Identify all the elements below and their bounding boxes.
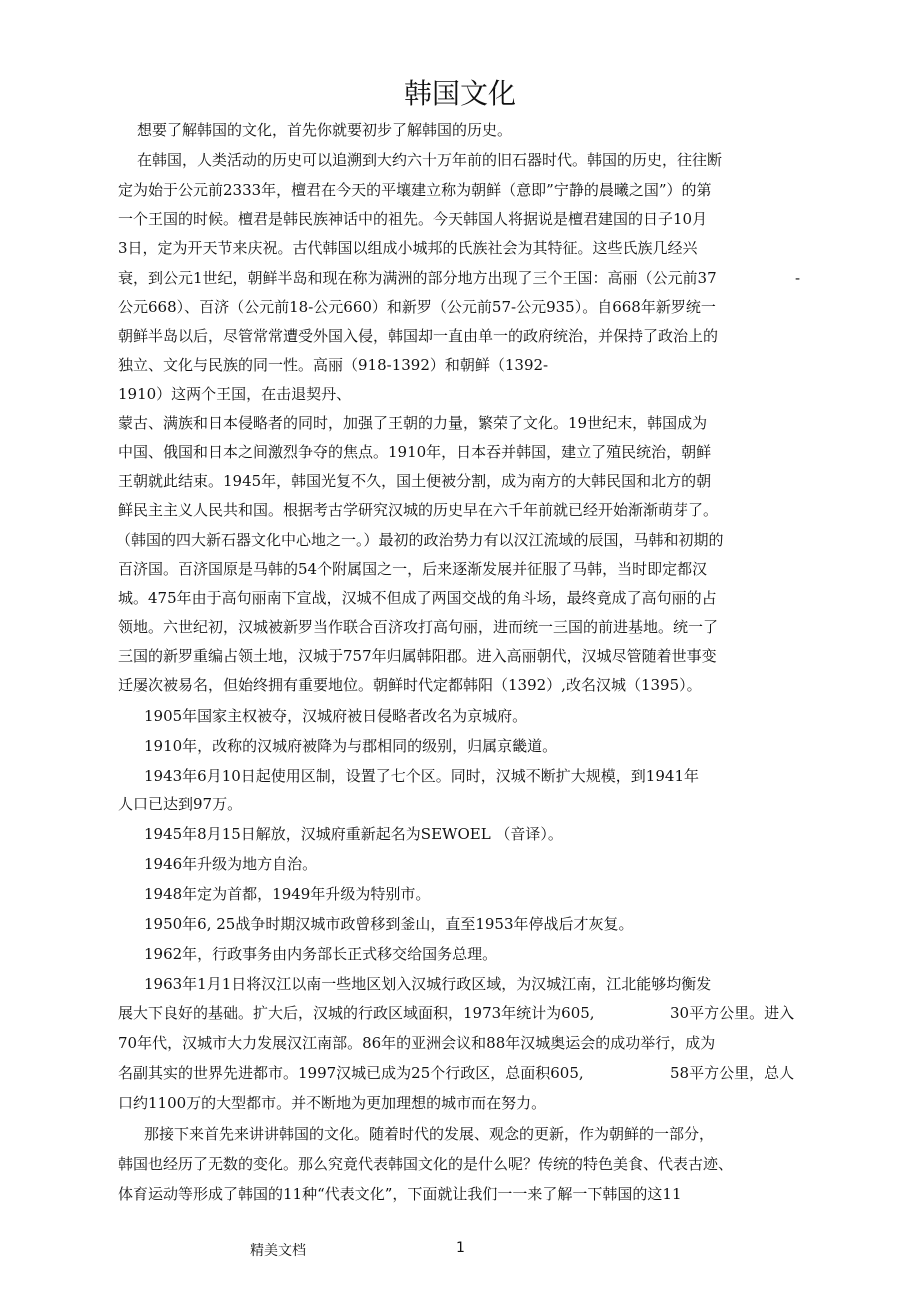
text-line: 想要了解韩国的文化，首先你就要初步了解韩国的历史。 [137,121,513,139]
text-line: 定为始于公元前2333年，檀君在今天的平壤建立称为朝鲜（意即”宁静的晨曦之国”）的第 [118,181,712,199]
text-line: 口约1100万的大型都市。并不断地为更加理想的城市而在努力。 [118,1094,547,1112]
text-line: 公元668）、百济（公元前18-公元660）和新罗（公元前57-公元935）。自668年新罗统一 [118,298,716,316]
text-line: 朝鲜半岛以后，尽管常常遭受外国入侵，韩国却一直由单一的政府统治，并保持了政治上的 [118,327,719,345]
text-line: 在韩国，人类活动的历史可以追溯到大约六十万年前的旧石器时代。韩国的历史，往往断 [137,151,723,169]
text-line: 一个王国的时候。檀君是韩民族神话中的祖先。今天韩国人将据说是檀君建国的日子10月 [118,210,708,228]
text-line: 1945年8月15日解放，汉城府重新起名为SEWOEL （音译）。 [144,825,563,843]
text-line: 韩国也经历了无数的变化。那么究竟代表韩国文化的是什么呢？传统的特色美食、代表古迹、 [118,1155,734,1173]
text-line: 1943年6月10日起使用区制，设置了七个区。同时，汉城不断扩大规模，到1941年 [144,767,699,785]
text-line: 展大下良好的基础。扩大后，汉城的行政区域面积，1973年统计为605, [118,1004,595,1022]
text-line: 衰，到公元1世纪，朝鲜半岛和现在称为满洲的部分地方出现了三个王国：高丽（公元前37 [118,269,717,287]
text-line: 迁屡次被易名，但始终拥有重要地位。朝鲜时代定都韩阳（1392）,改名汉城（1395）。 [118,676,702,694]
text-line: 三国的新罗重编占领土地，汉城于757年归属韩阳郡。进入高丽朝代，汉城尽管随着世事变 [118,647,717,665]
text-line: 城。475年由于高句丽南下宣战，汉城不但成了两国交战的角斗场，最终竟成了高句丽的占 [118,589,717,607]
text-line: 1905年国家主权被夺，汉城府被日侵略者改名为京城府。 [144,707,528,725]
text-line: - [795,269,801,287]
text-line: 70年代，汉城市大力发展汉江南部。86年的亚洲会议和88年汉城奥运会的成功举行，成为 [118,1034,716,1052]
text-line: 百济国。百济国原是马韩的54个附属国之一，后来逐渐发展并征服了马韩，当时即定都汉 [118,560,708,578]
text-line: 3日，定为开天节来庆祝。古代韩国以组成小城邦的氏族社会为其特征。这些氏族几经兴 [118,239,698,257]
text-line: 中国、俄国和日本之间激烈争夺的焦点。1910年，日本吞并韩国，建立了殖民统治，朝鲜 [118,443,712,461]
text-line: 30平方公里。进入 [670,1004,795,1022]
footer-label: 精美文档 [250,1243,306,1259]
text-line: 58平方公里，总人 [670,1064,795,1082]
page-number: 1 [456,1240,465,1256]
text-line: 蒙古、满族和日本侵略者的同时，加强了王朝的力量，繁荣了文化。19世纪末，韩国成为 [118,414,708,432]
page-title: 韩国文化 [403,77,516,110]
text-line: （韩国的四大新石器文化中心地之一。）最初的政治势力有以汉江流域的辰国，马韩和初期的 [116,531,724,549]
text-line: 名副其实的世界先进都市。1997汉城已成为25个行政区，总面积605, [118,1064,584,1082]
text-line: 领地。六世纪初，汉城被新罗当作联合百济攻打高句丽，进而统一三国的前进基地。统一了 [118,618,719,636]
text-line: 1950年6, 25战争时期汉城市政曾移到釜山，直至1953年停战后才灰复。 [144,915,634,933]
text-line: 人口已达到97万。 [118,795,243,813]
text-line: 1946年升级为地方自治。 [144,855,318,873]
text-line: 王朝就此结束。1945年，韩国光复不久，国土便被分割，成为南方的大韩民国和北方的朝 [118,472,712,490]
text-line: 独立、文化与民族的同一性。高丽（918-1392）和朝鲜（1392- [118,356,549,374]
text-line: 1910年，改称的汉城府被降为与郡相同的级别，归属京畿道。 [144,737,558,755]
text-line: 鲜民主主义人民共和国。根据考古学研究汉城的历史早在六千年前就已经开始渐渐萌芽了。 [118,501,719,519]
text-line: 1910）这两个王国，在击退契丹、 [118,385,352,403]
text-line: 那接下来首先来讲讲韩国的文化。随着时代的发展、观念的更新，作为朝鲜的一部分， [144,1125,715,1143]
text-line: 体育运动等形成了韩国的11种“代表文化”，下面就让我们一一来了解一下韩国的这11 [118,1185,682,1203]
text-line: 1948年定为首都，1949年升级为特别市。 [144,885,431,903]
text-line: 1962年，行政事务由内务部长正式移交给国务总理。 [144,945,498,963]
text-line: 1963年1月1日将汉江以南一些地区划入汉城行政区域，为汉城江南，江北能够均衡发 [144,975,712,993]
